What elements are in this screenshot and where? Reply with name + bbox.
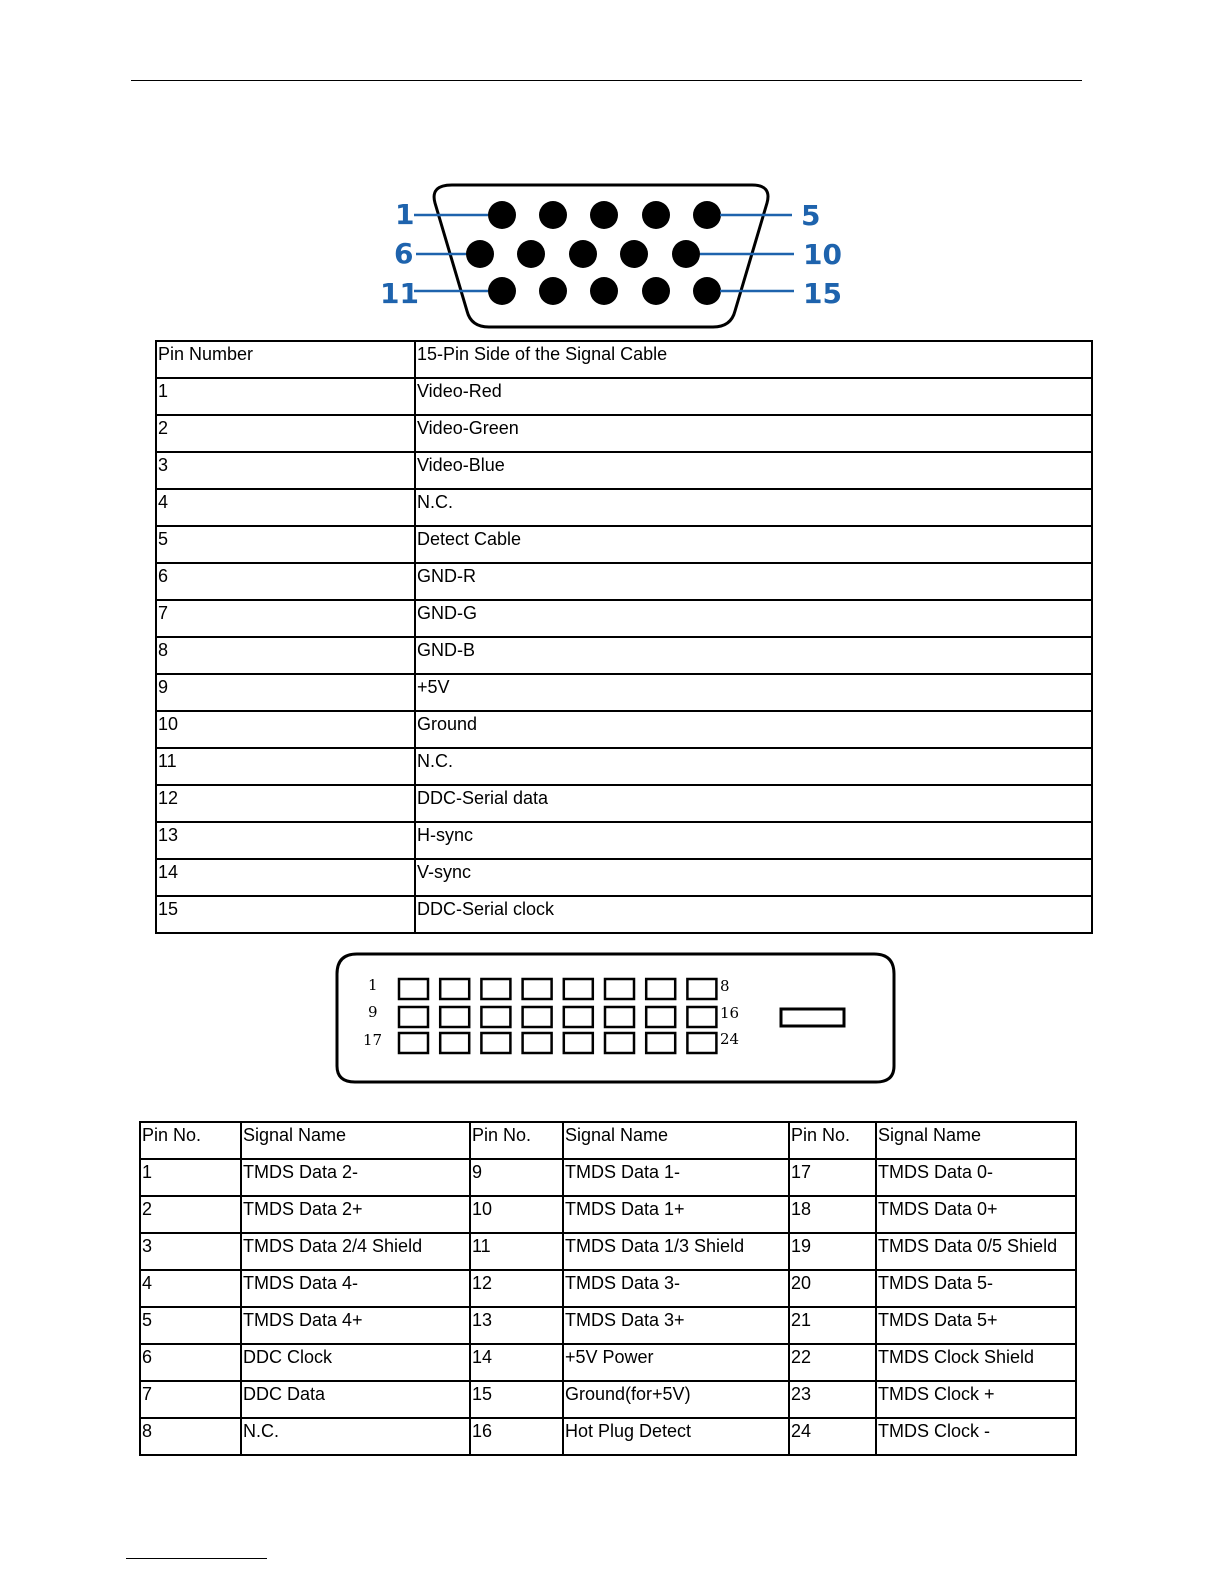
table-row bbox=[156, 822, 1092, 859]
dvi-pin-11 bbox=[481, 1007, 510, 1027]
dvi-pin-5 bbox=[564, 979, 593, 999]
pin-number-cell: 11 bbox=[156, 748, 415, 785]
signal-name-cell: TMDS Clock Shield bbox=[876, 1344, 1076, 1381]
vga-pin-8 bbox=[569, 240, 597, 268]
signal-name-cell: TMDS Data 2- bbox=[241, 1159, 470, 1196]
callout-label-10: 10 bbox=[803, 238, 842, 271]
column-header: Signal Name bbox=[241, 1122, 470, 1159]
pin-number-cell: 2 bbox=[156, 415, 415, 452]
dvi-key-slot bbox=[781, 1009, 844, 1026]
table-row bbox=[156, 748, 1092, 785]
vga-pin-5 bbox=[693, 201, 721, 229]
signal-name-cell: TMDS Data 3- bbox=[563, 1270, 789, 1307]
table-header-row bbox=[140, 1122, 1076, 1159]
dvi-connector-diagram bbox=[330, 950, 900, 1090]
signal-name-cell: Hot Plug Detect bbox=[563, 1418, 789, 1455]
table-row bbox=[140, 1344, 1076, 1381]
dvi-label-24: 24 bbox=[720, 1030, 740, 1048]
table-row bbox=[140, 1307, 1076, 1344]
table-row bbox=[156, 600, 1092, 637]
signal-name-cell: TMDS Data 0- bbox=[876, 1159, 1076, 1196]
pin-number-cell: 15 bbox=[470, 1381, 563, 1418]
callout-label-11: 11 bbox=[380, 277, 419, 310]
signal-name-cell: TMDS Data 5- bbox=[876, 1270, 1076, 1307]
table-row bbox=[140, 1159, 1076, 1196]
pin-number-cell: 23 bbox=[789, 1381, 876, 1418]
pin-number-cell: 16 bbox=[470, 1418, 563, 1455]
signal-name-cell: N.C. bbox=[415, 748, 1092, 785]
pin-number-cell: 22 bbox=[789, 1344, 876, 1381]
callout-label-5: 5 bbox=[801, 199, 821, 232]
vga-pin-13 bbox=[590, 277, 618, 305]
pin-number-cell: 10 bbox=[470, 1196, 563, 1233]
table-row bbox=[140, 1381, 1076, 1418]
signal-name-cell: TMDS Data 0/5 Shield bbox=[876, 1233, 1076, 1270]
signal-name-cell: Detect Cable bbox=[415, 526, 1092, 563]
signal-name-cell: TMDS Clock - bbox=[876, 1418, 1076, 1455]
table-row bbox=[140, 1270, 1076, 1307]
signal-name-cell: +5V Power bbox=[563, 1344, 789, 1381]
signal-name-cell: TMDS Data 4+ bbox=[241, 1307, 470, 1344]
column-header: 15-Pin Side of the Signal Cable bbox=[415, 341, 1092, 378]
table-row bbox=[156, 711, 1092, 748]
dvi-pin-8 bbox=[687, 979, 716, 999]
signal-name-cell: TMDS Data 5+ bbox=[876, 1307, 1076, 1344]
dvi-pin-group bbox=[399, 979, 716, 1053]
signal-name-cell: DDC-Serial clock bbox=[415, 896, 1092, 933]
footer-rule bbox=[126, 1558, 267, 1559]
dvi-pin-21 bbox=[564, 1033, 593, 1053]
table-row bbox=[156, 896, 1092, 933]
dvi-pin-18 bbox=[440, 1033, 469, 1053]
pin-number-cell: 13 bbox=[470, 1307, 563, 1344]
dvi-connector-outline bbox=[337, 954, 894, 1082]
callout-label-1: 1 bbox=[395, 198, 415, 231]
dvi-pin-3 bbox=[481, 979, 510, 999]
signal-name-cell: TMDS Data 2/4 Shield bbox=[241, 1233, 470, 1270]
pin-number-cell: 18 bbox=[789, 1196, 876, 1233]
table-row bbox=[156, 637, 1092, 674]
table-row bbox=[156, 489, 1092, 526]
pin-number-cell: 13 bbox=[156, 822, 415, 859]
pin-number-cell: 7 bbox=[140, 1381, 241, 1418]
column-header: Pin Number bbox=[156, 341, 415, 378]
pin-number-cell: 3 bbox=[140, 1233, 241, 1270]
column-header: Signal Name bbox=[876, 1122, 1076, 1159]
dvi-label-1: 1 bbox=[368, 976, 378, 994]
pin-number-cell: 4 bbox=[156, 489, 415, 526]
dvi-pin-12 bbox=[523, 1007, 552, 1027]
table-row bbox=[140, 1418, 1076, 1455]
signal-name-cell: Video-Green bbox=[415, 415, 1092, 452]
pin-number-cell: 20 bbox=[789, 1270, 876, 1307]
dvi-pin-6 bbox=[605, 979, 634, 999]
pin-number-cell: 1 bbox=[156, 378, 415, 415]
dvi-pin-table bbox=[139, 1121, 1077, 1456]
signal-name-cell: GND-G bbox=[415, 600, 1092, 637]
signal-name-cell: N.C. bbox=[241, 1418, 470, 1455]
dvi-pin-1 bbox=[399, 979, 428, 999]
pin-number-cell: 11 bbox=[470, 1233, 563, 1270]
signal-name-cell: TMDS Data 1- bbox=[563, 1159, 789, 1196]
pin-number-cell: 8 bbox=[140, 1418, 241, 1455]
pin-number-cell: 17 bbox=[789, 1159, 876, 1196]
pin-number-cell: 5 bbox=[140, 1307, 241, 1344]
signal-name-cell: N.C. bbox=[415, 489, 1092, 526]
signal-name-cell: Ground(for+5V) bbox=[563, 1381, 789, 1418]
table-row bbox=[156, 674, 1092, 711]
pin-number-cell: 21 bbox=[789, 1307, 876, 1344]
table-row bbox=[140, 1233, 1076, 1270]
pin-number-cell: 9 bbox=[470, 1159, 563, 1196]
dvi-pin-7 bbox=[646, 979, 675, 999]
pin-number-cell: 8 bbox=[156, 637, 415, 674]
dvi-pin-13 bbox=[564, 1007, 593, 1027]
signal-name-cell: TMDS Data 3+ bbox=[563, 1307, 789, 1344]
signal-name-cell: Video-Blue bbox=[415, 452, 1092, 489]
pin-number-cell: 1 bbox=[140, 1159, 241, 1196]
dvi-pin-22 bbox=[605, 1033, 634, 1053]
table-row bbox=[156, 378, 1092, 415]
dvi-pin-19 bbox=[481, 1033, 510, 1053]
pin-number-cell: 7 bbox=[156, 600, 415, 637]
dvi-pin-10 bbox=[440, 1007, 469, 1027]
signal-name-cell: H-sync bbox=[415, 822, 1092, 859]
signal-name-cell: TMDS Data 4- bbox=[241, 1270, 470, 1307]
vga-pin-11 bbox=[488, 277, 516, 305]
dvi-pin-16 bbox=[687, 1007, 716, 1027]
vga-pin-6 bbox=[466, 240, 494, 268]
callout-label-15: 15 bbox=[803, 277, 842, 310]
pin-number-cell: 19 bbox=[789, 1233, 876, 1270]
vga-pin-14 bbox=[642, 277, 670, 305]
column-header: Pin No. bbox=[140, 1122, 241, 1159]
pin-number-cell: 4 bbox=[140, 1270, 241, 1307]
vga-pin-table bbox=[155, 340, 1093, 934]
column-header: Pin No. bbox=[470, 1122, 563, 1159]
pin-number-cell: 3 bbox=[156, 452, 415, 489]
dvi-label-17: 17 bbox=[363, 1031, 383, 1049]
signal-name-cell: DDC Clock bbox=[241, 1344, 470, 1381]
vga-pin-1 bbox=[488, 201, 516, 229]
signal-name-cell: DDC-Serial data bbox=[415, 785, 1092, 822]
dvi-label-9: 9 bbox=[368, 1003, 378, 1021]
vga-pin-3 bbox=[590, 201, 618, 229]
table-row bbox=[140, 1196, 1076, 1233]
pin-number-cell: 5 bbox=[156, 526, 415, 563]
signal-name-cell: V-sync bbox=[415, 859, 1092, 896]
dvi-pin-15 bbox=[646, 1007, 675, 1027]
pin-number-cell: 24 bbox=[789, 1418, 876, 1455]
pin-number-cell: 12 bbox=[156, 785, 415, 822]
vga-pin-group bbox=[466, 201, 721, 305]
signal-name-cell: DDC Data bbox=[241, 1381, 470, 1418]
dvi-label-16: 16 bbox=[720, 1004, 740, 1022]
pin-number-cell: 6 bbox=[156, 563, 415, 600]
dvi-pin-24 bbox=[687, 1033, 716, 1053]
table-row bbox=[156, 526, 1092, 563]
dvi-pin-23 bbox=[646, 1033, 675, 1053]
column-header: Signal Name bbox=[563, 1122, 789, 1159]
table-row bbox=[156, 452, 1092, 489]
table-row bbox=[156, 859, 1092, 896]
vga-pin-7 bbox=[517, 240, 545, 268]
pin-number-cell: 6 bbox=[140, 1344, 241, 1381]
pin-number-cell: 10 bbox=[156, 711, 415, 748]
dvi-pin-9 bbox=[399, 1007, 428, 1027]
pin-number-cell: 14 bbox=[470, 1344, 563, 1381]
pin-number-cell: 9 bbox=[156, 674, 415, 711]
dvi-pin-4 bbox=[523, 979, 552, 999]
dvi-pin-17 bbox=[399, 1033, 428, 1053]
dvi-pin-14 bbox=[605, 1007, 634, 1027]
vga-pin-15 bbox=[693, 277, 721, 305]
signal-name-cell: TMDS Data 2+ bbox=[241, 1196, 470, 1233]
signal-name-cell: Video-Red bbox=[415, 378, 1092, 415]
table-row bbox=[156, 785, 1092, 822]
vga-pin-9 bbox=[620, 240, 648, 268]
vga-pin-4 bbox=[642, 201, 670, 229]
column-header: Pin No. bbox=[789, 1122, 876, 1159]
table-row bbox=[156, 415, 1092, 452]
vga-pin-12 bbox=[539, 277, 567, 305]
pin-number-cell: 2 bbox=[140, 1196, 241, 1233]
pin-number-cell: 14 bbox=[156, 859, 415, 896]
callout-label-6: 6 bbox=[394, 237, 414, 270]
vga-connector-diagram bbox=[370, 175, 850, 335]
table-row bbox=[156, 563, 1092, 600]
signal-name-cell: TMDS Clock + bbox=[876, 1381, 1076, 1418]
header-rule bbox=[131, 80, 1082, 81]
signal-name-cell: TMDS Data 0+ bbox=[876, 1196, 1076, 1233]
dvi-pin-20 bbox=[523, 1033, 552, 1053]
signal-name-cell: TMDS Data 1+ bbox=[563, 1196, 789, 1233]
vga-pin-10 bbox=[672, 240, 700, 268]
vga-pin-2 bbox=[539, 201, 567, 229]
signal-name-cell: Ground bbox=[415, 711, 1092, 748]
pin-number-cell: 15 bbox=[156, 896, 415, 933]
signal-name-cell: TMDS Data 1/3 Shield bbox=[563, 1233, 789, 1270]
pin-number-cell: 12 bbox=[470, 1270, 563, 1307]
table-header-row bbox=[156, 341, 1092, 378]
dvi-pin-2 bbox=[440, 979, 469, 999]
dvi-label-8: 8 bbox=[720, 977, 730, 995]
signal-name-cell: GND-R bbox=[415, 563, 1092, 600]
signal-name-cell: GND-B bbox=[415, 637, 1092, 674]
signal-name-cell: +5V bbox=[415, 674, 1092, 711]
